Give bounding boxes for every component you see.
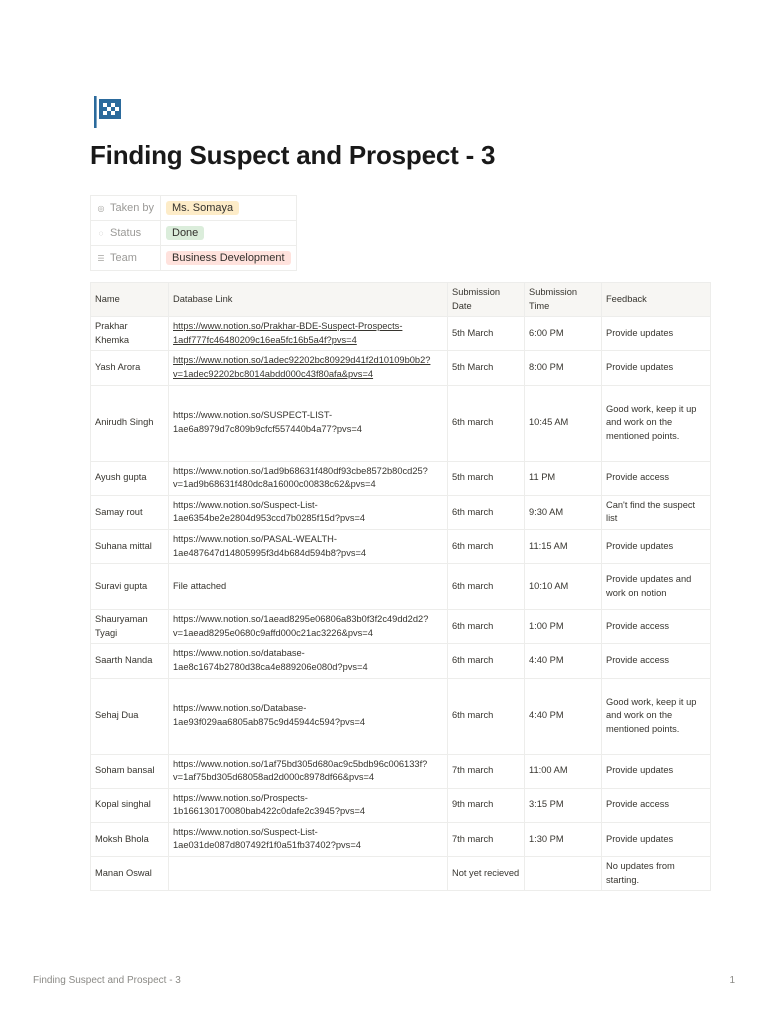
cell-submission-time: 10:10 AM bbox=[525, 564, 602, 610]
column-header-name: Name bbox=[91, 283, 169, 317]
link-text-line[interactable]: 1ae031de087d807492f1f0a51fb37402?pvs=4 bbox=[173, 840, 361, 851]
table-row bbox=[91, 564, 711, 610]
property-key-label: Taken by bbox=[110, 202, 155, 214]
table-row bbox=[91, 351, 711, 385]
link-text-line[interactable]: https://www.notion.so/PASAL-WEALTH- bbox=[173, 533, 337, 544]
property-value[interactable] bbox=[161, 246, 297, 271]
cell-name: Manan Oswal bbox=[91, 857, 169, 891]
database-table bbox=[90, 282, 711, 891]
cell-database-link[interactable] bbox=[169, 610, 448, 644]
property-key bbox=[91, 221, 161, 246]
link-text-line[interactable]: https://www.notion.so/Suspect-List- bbox=[173, 826, 318, 837]
table-row bbox=[91, 754, 711, 788]
cell-feedback: Provide access bbox=[602, 788, 711, 822]
cell-name: Soham bansal bbox=[91, 754, 169, 788]
link-text-line[interactable]: 1ae6a8979d7c809b9cfcf557440b4a77?pvs=4 bbox=[173, 424, 362, 435]
cell-name: Suhana mittal bbox=[91, 529, 169, 563]
link-text-line[interactable]: https://www.notion.so/Prakhar-BDE-Suspect-Prospects- bbox=[173, 321, 403, 332]
cell-feedback: Can't find the suspect list bbox=[602, 495, 711, 529]
cell-submission-date: Not yet recieved bbox=[448, 857, 525, 891]
cell-submission-time: 4:40 PM bbox=[525, 644, 602, 678]
cell-name: Moksh Bhola bbox=[91, 822, 169, 856]
column-header-date: Submission Date bbox=[448, 283, 525, 317]
link-text-line[interactable]: 1adf777fc46480209c16ea5fc16b5a4f?pvs=4 bbox=[173, 334, 357, 345]
page-title: Finding Suspect and Prospect - 3 bbox=[90, 140, 496, 170]
cell-database-link[interactable] bbox=[169, 461, 448, 495]
cell-submission-date: 6th march bbox=[448, 678, 525, 754]
table-row bbox=[91, 644, 711, 678]
cell-name: Samay rout bbox=[91, 495, 169, 529]
link-text-line[interactable]: https://www.notion.so/1ad9b68631f480df93cbe8572b80cd25? bbox=[173, 465, 428, 476]
cell-feedback: Provide updates and work on notion bbox=[602, 564, 711, 610]
cell-feedback: Provide access bbox=[602, 610, 711, 644]
cell-submission-date: 7th march bbox=[448, 822, 525, 856]
cell-submission-time: 1:30 PM bbox=[525, 822, 602, 856]
link-text-line[interactable]: https://www.notion.so/1af75bd305d680ac9c5bdb96c006133f? bbox=[173, 758, 428, 769]
property-tag[interactable]: Ms. Somaya bbox=[166, 201, 239, 215]
cell-database-link bbox=[169, 857, 448, 891]
link-text-line[interactable]: https://www.notion.so/Suspect-List- bbox=[173, 499, 318, 510]
cell-feedback: Provide updates bbox=[602, 351, 711, 385]
cell-submission-time: 10:45 AM bbox=[525, 385, 602, 461]
column-header-feedback: Feedback bbox=[602, 283, 711, 317]
property-key-label: Team bbox=[110, 252, 137, 264]
cell-database-link[interactable] bbox=[169, 822, 448, 856]
footer-title: Finding Suspect and Prospect - 3 bbox=[33, 975, 181, 986]
checkered-flag-icon bbox=[93, 95, 123, 129]
property-key bbox=[91, 246, 161, 271]
property-row bbox=[91, 196, 297, 221]
cell-database-link[interactable] bbox=[169, 529, 448, 563]
cell-feedback: Good work, keep it up and work on the mentioned points. bbox=[602, 678, 711, 754]
property-value[interactable] bbox=[161, 221, 297, 246]
link-text-line[interactable]: 1ae6354be2e2804d953ccd7b0285f15d?pvs=4 bbox=[173, 513, 366, 524]
cell-name: Shauryaman Tyagi bbox=[91, 610, 169, 644]
cell-database-link[interactable] bbox=[169, 754, 448, 788]
cell-submission-time: 11 PM bbox=[525, 461, 602, 495]
property-key bbox=[91, 196, 161, 221]
table-row bbox=[91, 385, 711, 461]
table-row bbox=[91, 822, 711, 856]
link-text-line[interactable]: v=1adec92202bc8014abdd000c43f80afa&pvs=4 bbox=[173, 368, 374, 379]
cell-submission-time bbox=[525, 857, 602, 891]
cell-name: Yash Arora bbox=[91, 351, 169, 385]
link-text-line[interactable]: 1b166130170080bab422c0dafe2c3945?pvs=4 bbox=[173, 806, 366, 817]
cell-submission-date: 5th March bbox=[448, 317, 525, 351]
property-row bbox=[91, 221, 297, 246]
cell-database-link[interactable] bbox=[169, 678, 448, 754]
cell-submission-date: 5th March bbox=[448, 351, 525, 385]
cell-submission-date: 6th march bbox=[448, 610, 525, 644]
cell-database-link[interactable] bbox=[169, 495, 448, 529]
property-value[interactable] bbox=[161, 196, 297, 221]
link-text-line[interactable]: v=1aead8295e0680c9affd000c21ac3226&pvs=4 bbox=[173, 627, 373, 638]
cell-name: Kopal singhal bbox=[91, 788, 169, 822]
cell-feedback: Provide updates bbox=[602, 754, 711, 788]
cell-database-link[interactable] bbox=[169, 317, 448, 351]
cell-submission-date: 6th march bbox=[448, 529, 525, 563]
cell-submission-time: 4:40 PM bbox=[525, 678, 602, 754]
table-row bbox=[91, 610, 711, 644]
table-row bbox=[91, 317, 711, 351]
link-text-line[interactable]: https://www.notion.so/1adec92202bc80929d41f2d10109b0b2? bbox=[173, 355, 431, 366]
cell-submission-time: 9:30 AM bbox=[525, 495, 602, 529]
property-tag[interactable]: Done bbox=[166, 226, 204, 240]
link-text-line[interactable]: 1ae93f029aa6805ab875c9d45944c594?pvs=4 bbox=[173, 717, 366, 727]
cell-submission-time: 1:00 PM bbox=[525, 610, 602, 644]
cell-submission-date: 5th march bbox=[448, 461, 525, 495]
cell-name: Prakhar Khemka bbox=[91, 317, 169, 351]
page-properties bbox=[90, 195, 297, 271]
cell-submission-date: 9th march bbox=[448, 788, 525, 822]
table-row bbox=[91, 788, 711, 822]
link-text-line[interactable]: https://www.notion.so/Database- bbox=[173, 703, 307, 714]
list-icon: ☰ bbox=[97, 254, 105, 263]
cell-name: Sehaj Dua bbox=[91, 678, 169, 754]
cell-submission-date: 6th march bbox=[448, 564, 525, 610]
link-text-line[interactable]: v=1af75bd305d68058ad2d000c8978df66&pvs=4 bbox=[173, 772, 375, 783]
cell-feedback: Provide updates bbox=[602, 822, 711, 856]
property-tag[interactable]: Business Development bbox=[166, 251, 291, 265]
cell-submission-date: 6th march bbox=[448, 495, 525, 529]
table-row bbox=[91, 529, 711, 563]
table-header-row bbox=[91, 283, 711, 317]
cell-feedback: Provide updates bbox=[602, 529, 711, 563]
status-icon: ◌ bbox=[98, 229, 104, 238]
link-text-line: File attached bbox=[173, 580, 227, 591]
property-key-label: Status bbox=[110, 227, 142, 239]
cell-feedback: Good work, keep it up and work on the mentioned points. bbox=[602, 385, 711, 461]
cell-feedback: No updates from starting. bbox=[602, 857, 711, 891]
cell-name: Anirudh Singh bbox=[91, 385, 169, 461]
table-row bbox=[91, 857, 711, 891]
link-text-line[interactable]: https://www.notion.so/Prospects- bbox=[173, 792, 308, 803]
column-header-time: Submission Time bbox=[525, 283, 602, 317]
table-row bbox=[91, 495, 711, 529]
cell-feedback: Provide access bbox=[602, 644, 711, 678]
person-icon: ◎ bbox=[97, 204, 105, 213]
page-number: 1 bbox=[729, 975, 735, 986]
link-text-line[interactable]: 1ae8c1674b2780d38ca4e889206e080d?pvs=4 bbox=[173, 661, 368, 672]
link-text-line[interactable]: https://www.notion.so/1aead8295e06806a83b0f3f2c49dd2d2? bbox=[173, 614, 429, 625]
cell-database-link bbox=[169, 564, 448, 610]
cell-database-link[interactable] bbox=[169, 385, 448, 461]
table-row bbox=[91, 461, 711, 495]
link-text-line[interactable]: 1ae487647d14805995f3d4b684d594b8?pvs=4 bbox=[173, 547, 367, 558]
database-table-container bbox=[90, 282, 697, 885]
link-text-line[interactable]: v=1ad9b68631f480dc8a16000c00838c62&pvs=4 bbox=[173, 479, 376, 490]
cell-database-link[interactable] bbox=[169, 788, 448, 822]
cell-database-link[interactable] bbox=[169, 644, 448, 678]
cell-submission-time: 8:00 PM bbox=[525, 351, 602, 385]
cell-submission-time: 11:15 AM bbox=[525, 529, 602, 563]
table-row bbox=[91, 678, 711, 754]
link-text-line[interactable]: https://www.notion.so/database- bbox=[173, 648, 305, 659]
cell-feedback: Provide access bbox=[602, 461, 711, 495]
column-header-link: Database Link bbox=[169, 283, 448, 317]
cell-submission-time: 3:15 PM bbox=[525, 788, 602, 822]
property-row bbox=[91, 246, 297, 271]
cell-database-link[interactable] bbox=[169, 351, 448, 385]
cell-name: Ayush gupta bbox=[91, 461, 169, 495]
cell-submission-time: 11:00 AM bbox=[525, 754, 602, 788]
cell-submission-date: 7th march bbox=[448, 754, 525, 788]
cell-name: Saarth Nanda bbox=[91, 644, 169, 678]
cell-feedback: Provide updates bbox=[602, 317, 711, 351]
link-text-line[interactable]: https://www.notion.so/SUSPECT-LIST- bbox=[173, 410, 333, 421]
cell-submission-date: 6th march bbox=[448, 385, 525, 461]
cell-submission-time: 6:00 PM bbox=[525, 317, 602, 351]
cell-submission-date: 6th march bbox=[448, 644, 525, 678]
cell-name: Suravi gupta bbox=[91, 564, 169, 610]
